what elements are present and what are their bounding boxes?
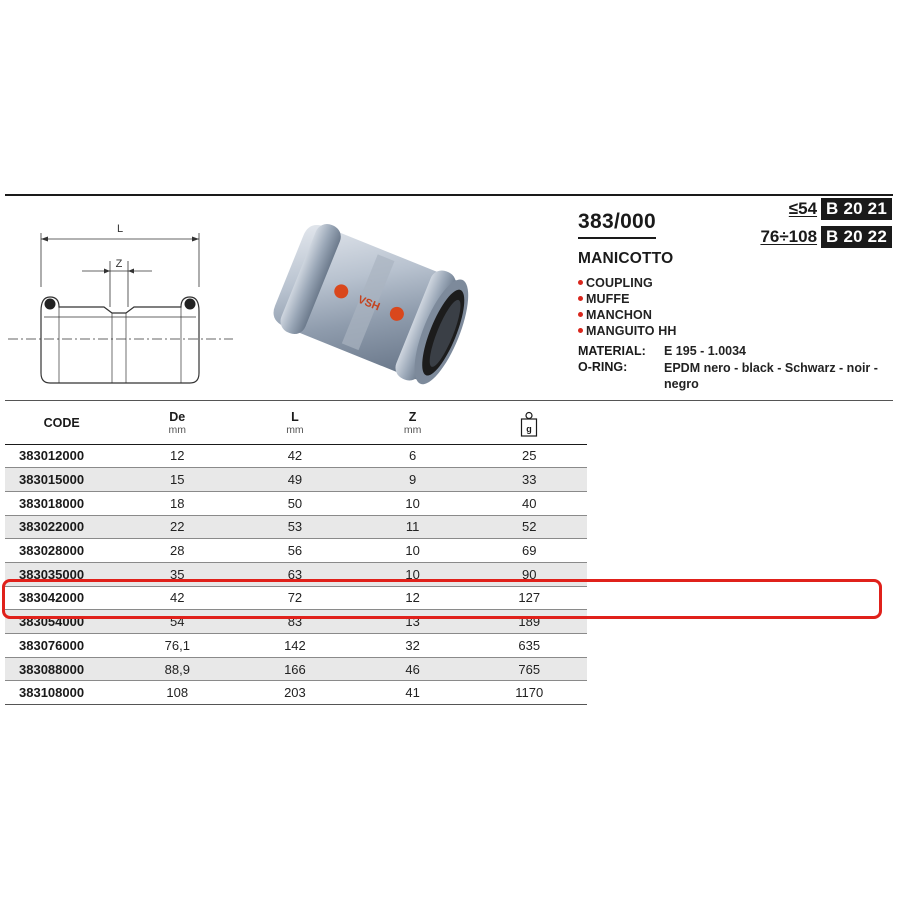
header-code: CODE: [43, 416, 80, 431]
product-code: 383/000: [578, 210, 656, 239]
product-photo: [265, 215, 475, 390]
cell-z: 41: [354, 681, 472, 705]
cell-de: 28: [118, 539, 236, 563]
cell-l: 142: [236, 634, 354, 658]
header-l: L mm: [286, 409, 304, 436]
cell-l: 49: [236, 468, 354, 492]
bullet-dot: [578, 280, 583, 285]
cell-de: 12: [118, 444, 236, 468]
weight-unit: g: [526, 423, 532, 434]
badge-range: ≤54: [788, 199, 818, 218]
cell-code: 383015000: [5, 468, 118, 492]
photo-marking: VSH: [355, 293, 382, 314]
cell-z: 6: [354, 444, 472, 468]
cell-weight: 90: [471, 562, 587, 586]
table-body: [5, 444, 587, 705]
table-row: [5, 539, 587, 563]
table-header-row: [5, 404, 587, 444]
header-weight: [471, 404, 587, 444]
weight-icon: [520, 411, 538, 437]
cell-weight: 52: [471, 515, 587, 539]
cell-de: 88,9: [118, 657, 236, 681]
table-row: [5, 515, 587, 539]
cell-z: 10: [354, 539, 472, 563]
drawing-label-z: Z: [115, 258, 123, 270]
cell-weight: 25: [471, 444, 587, 468]
cell-z: 11: [354, 515, 472, 539]
cell-code: 383012000: [5, 444, 118, 468]
cell-l: 53: [236, 515, 354, 539]
cell-z: 12: [354, 586, 472, 610]
table-row: [5, 681, 587, 705]
cell-weight: 635: [471, 634, 587, 658]
cell-de: 42: [118, 586, 236, 610]
product-name: MANICOTTO: [578, 250, 674, 267]
cell-code: 383042000: [5, 586, 118, 610]
cell-de: 54: [118, 610, 236, 634]
cell-de: 76,1: [118, 634, 236, 658]
translation-item: COUPLING: [578, 275, 676, 291]
technical-drawing: [8, 215, 233, 390]
cell-z: 13: [354, 610, 472, 634]
table-row: [5, 444, 587, 468]
header-de: De mm: [168, 409, 187, 436]
cell-z: 10: [354, 491, 472, 515]
cell-code: 383054000: [5, 610, 118, 634]
cell-weight: 189: [471, 610, 587, 634]
section-rule: [5, 400, 893, 401]
oring-label: O-RING:: [578, 360, 628, 374]
cell-code: 383035000: [5, 562, 118, 586]
drawing-label-l: L: [116, 223, 124, 235]
cell-l: 63: [236, 562, 354, 586]
cell-weight: 33: [471, 468, 587, 492]
bullet-dot: [578, 312, 583, 317]
translation-item: MANCHON: [578, 307, 676, 323]
cell-code: 383108000: [5, 681, 118, 705]
header-z: Z mm: [403, 409, 422, 436]
cell-de: 22: [118, 515, 236, 539]
cell-l: 56: [236, 539, 354, 563]
cell-z: 10: [354, 562, 472, 586]
cell-weight: 40: [471, 491, 587, 515]
cell-z: 9: [354, 468, 472, 492]
translations-list: [578, 275, 676, 339]
table-row: [5, 657, 587, 681]
badge-code: B 20 22: [821, 226, 892, 248]
cell-code: 383028000: [5, 539, 118, 563]
cell-l: 50: [236, 491, 354, 515]
cell-weight: 1170: [471, 681, 587, 705]
cell-de: 18: [118, 491, 236, 515]
size-badge: [758, 226, 892, 248]
cell-code: 383088000: [5, 657, 118, 681]
cell-weight: 69: [471, 539, 587, 563]
cell-l: 203: [236, 681, 354, 705]
badge-range: 76÷108: [760, 227, 818, 246]
cell-l: 166: [236, 657, 354, 681]
cell-code: 383018000: [5, 491, 118, 515]
cell-weight: 127: [471, 586, 587, 610]
cell-code: 383022000: [5, 515, 118, 539]
cell-code: 383076000: [5, 634, 118, 658]
top-rule: [5, 194, 893, 196]
cell-de: 108: [118, 681, 236, 705]
cell-z: 46: [354, 657, 472, 681]
translation-item: MANGUITO HH: [578, 323, 676, 339]
oring-value: EPDM nero - black - Schwarz - noir - negro: [664, 361, 878, 391]
table-row: [5, 468, 587, 492]
spec-table: [5, 404, 587, 705]
table-row: [5, 491, 587, 515]
badge-code: B 20 21: [821, 198, 892, 220]
cell-de: 15: [118, 468, 236, 492]
cell-z: 32: [354, 634, 472, 658]
bullet-dot: [578, 296, 583, 301]
highlight-box: [2, 579, 882, 619]
cell-de: 35: [118, 562, 236, 586]
cell-weight: 765: [471, 657, 587, 681]
bullet-dot: [578, 328, 583, 333]
cell-l: 83: [236, 610, 354, 634]
material-value: E 195 - 1.0034: [664, 344, 747, 358]
table-row: [5, 634, 587, 658]
material-label: MATERIAL:: [578, 344, 646, 358]
cell-l: 42: [236, 444, 354, 468]
size-badge: [787, 198, 892, 220]
translation-item: MUFFE: [578, 291, 676, 307]
cell-l: 72: [236, 586, 354, 610]
